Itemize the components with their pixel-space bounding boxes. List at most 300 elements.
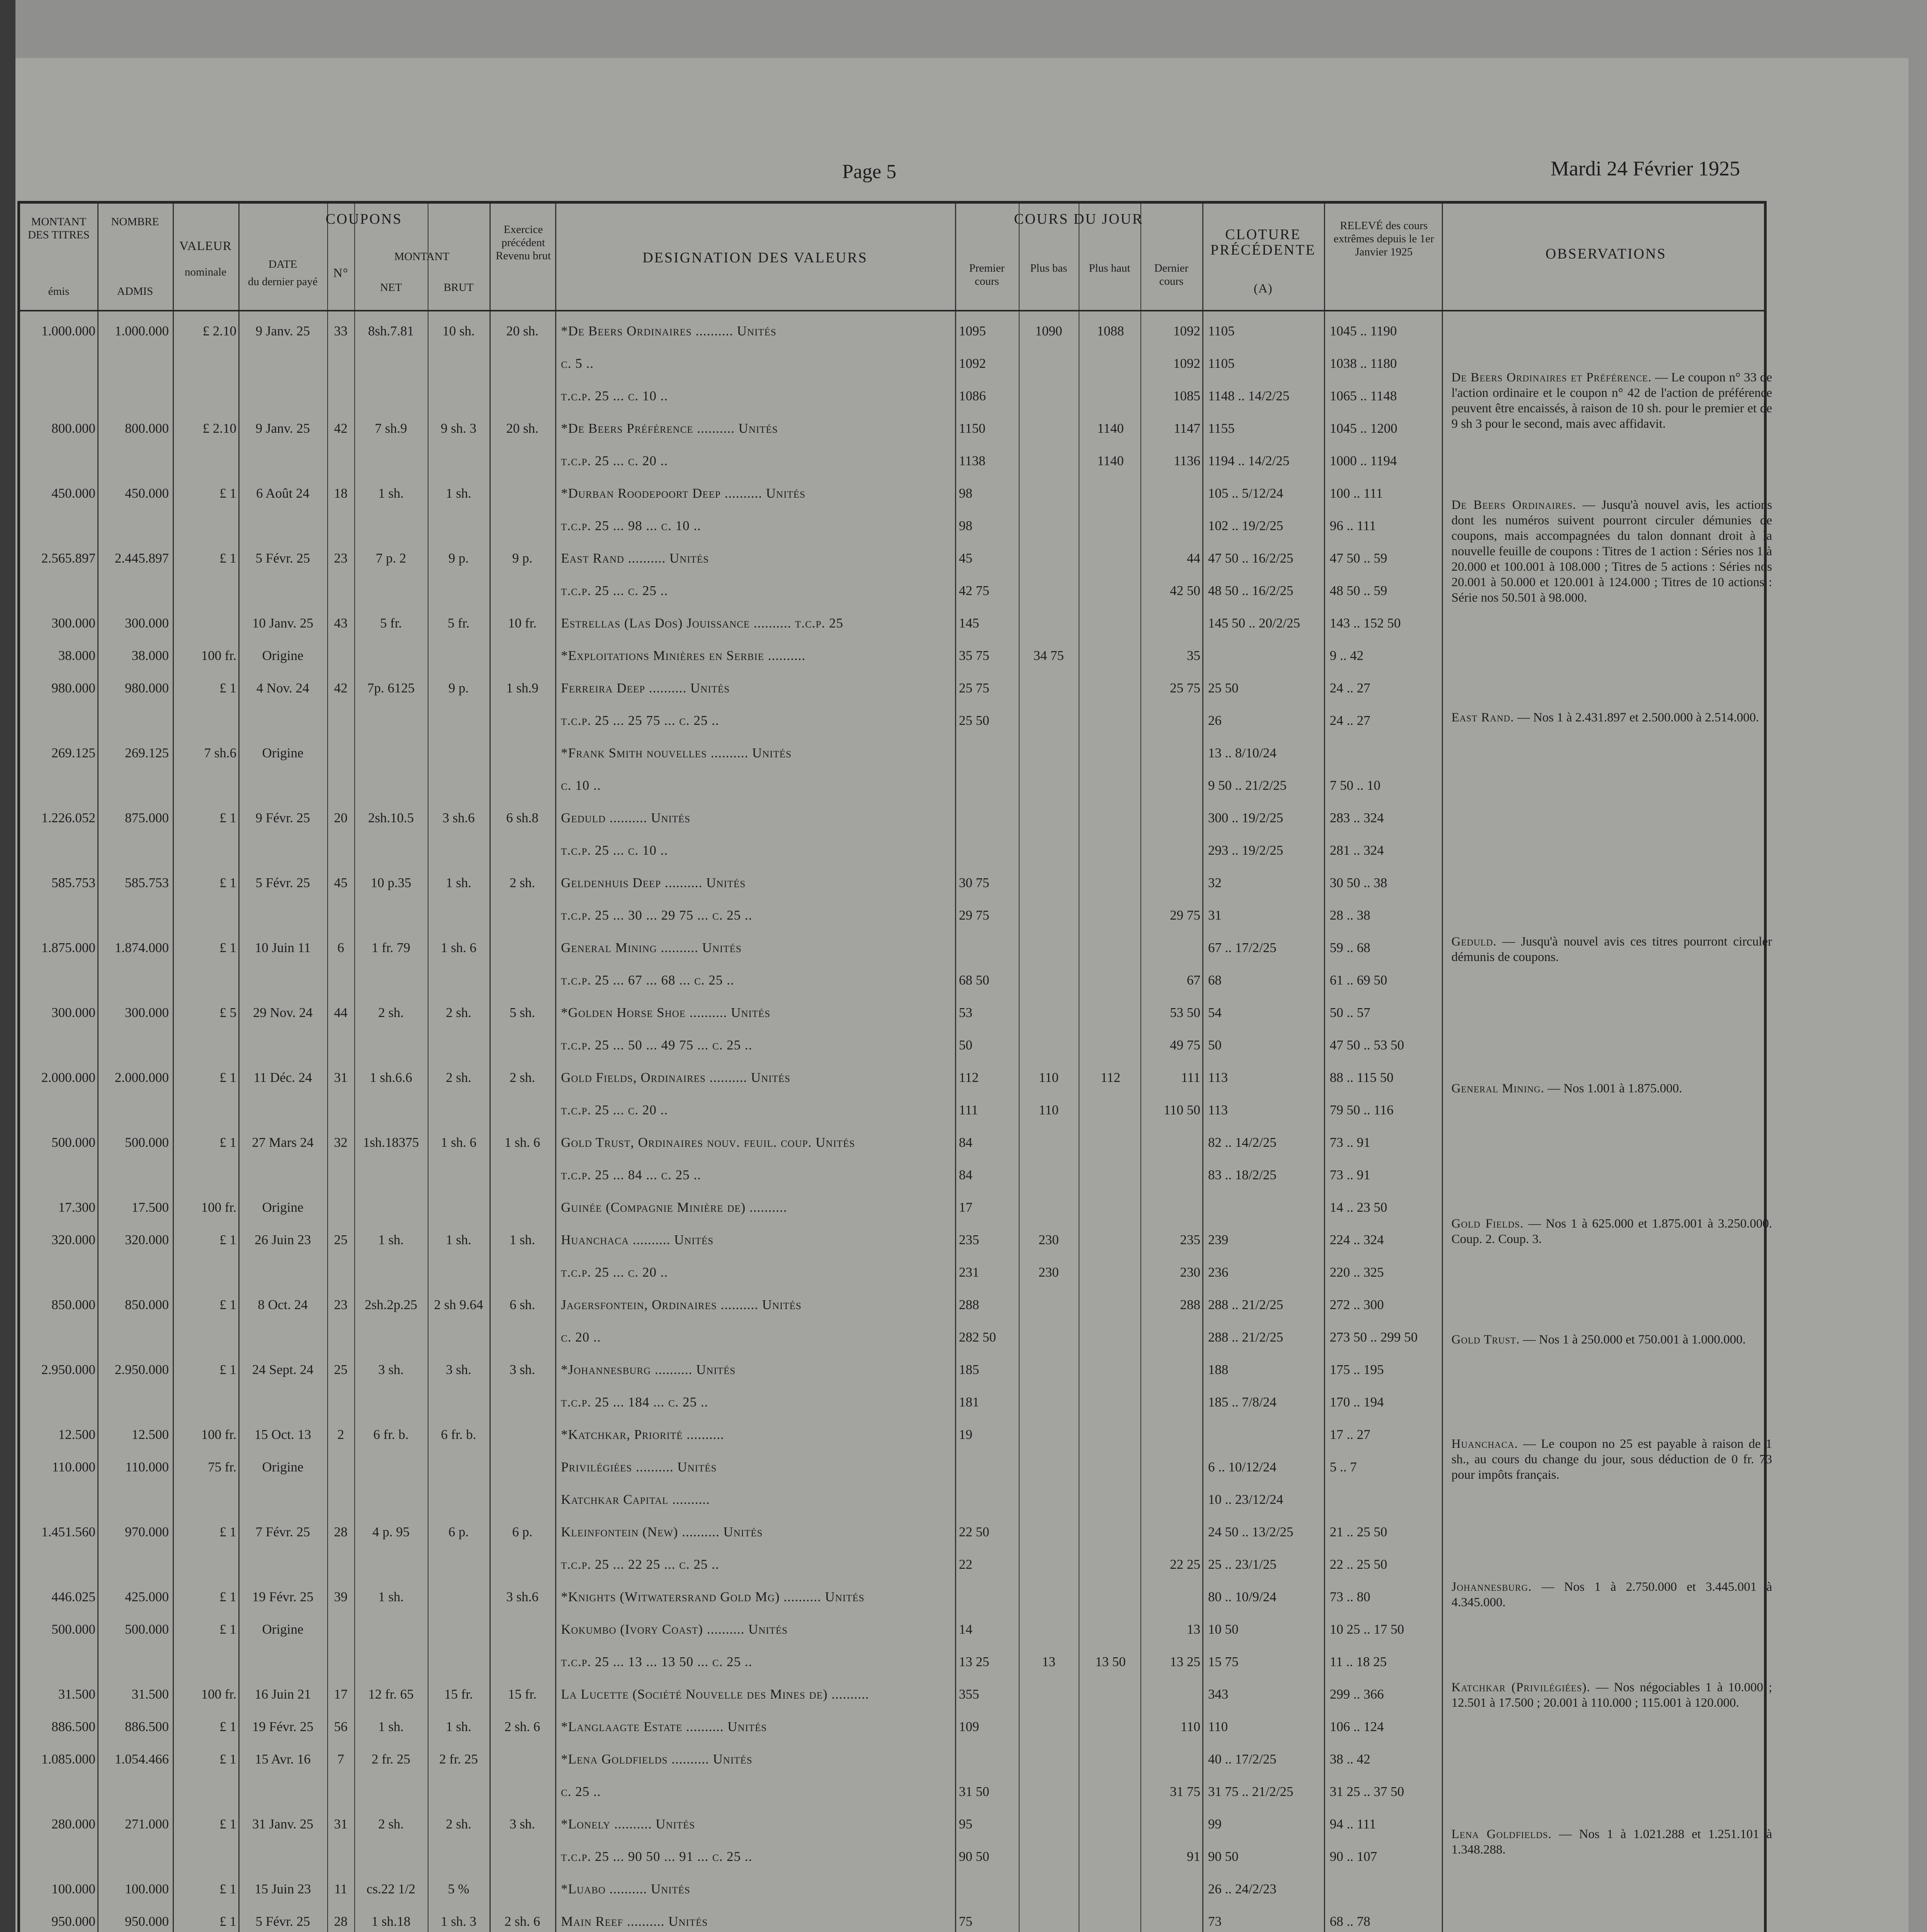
cell-emis: 1.085.000 bbox=[41, 1752, 95, 1767]
cell-designation: *Frank Smith nouvelles .......... Unités bbox=[561, 745, 792, 760]
table-row bbox=[20, 839, 1764, 862]
cell-coupon-date: 16 Juin 21 bbox=[255, 1687, 311, 1702]
cell-cloture: 9 50 .. 21/2/25 bbox=[1208, 778, 1287, 793]
cell-valeur: £ 1 bbox=[219, 1070, 236, 1085]
cell-designation: t.c.p. 25 ... c. 20 .. bbox=[561, 453, 668, 468]
cell-cloture: 31 75 .. 21/2/25 bbox=[1208, 1784, 1293, 1799]
cell-cloture: 13 .. 8/10/24 bbox=[1208, 745, 1276, 760]
cell-coupon-net: 7 sh.9 bbox=[375, 421, 407, 436]
cell-plus-bas: 230 bbox=[1038, 1232, 1059, 1247]
cell-premier-cours: 13 25 bbox=[959, 1654, 989, 1669]
observation-text: — Nos 1 à 1.021.288 et 1.251.101 à 1.348.288. bbox=[1451, 1827, 1772, 1857]
cell-admis: 100.000 bbox=[125, 1881, 169, 1896]
table-row bbox=[20, 449, 1764, 473]
cell-coupon-date: 10 Juin 11 bbox=[255, 940, 311, 955]
cell-cloture: 40 .. 17/2/25 bbox=[1208, 1752, 1276, 1767]
cell-admis: 110.000 bbox=[125, 1459, 169, 1475]
cell-admis: 875.000 bbox=[125, 810, 169, 825]
cell-emis: 800.000 bbox=[51, 421, 95, 436]
cell-coupon-date: 15 Juin 23 bbox=[255, 1881, 311, 1896]
table-row bbox=[20, 774, 1764, 797]
cell-designation: t.c.p. 25 ... 98 ... c. 10 .. bbox=[561, 518, 701, 533]
cell-admis: 31.500 bbox=[131, 1687, 169, 1702]
cell-premier-cours: 25 50 bbox=[959, 713, 989, 728]
observation-title: Lena Goldfields. bbox=[1451, 1827, 1552, 1841]
cell-valeur: £ 1 bbox=[219, 1719, 236, 1734]
cell-premier-cours: 90 50 bbox=[959, 1849, 989, 1864]
cell-cloture: 188 bbox=[1208, 1362, 1229, 1377]
cell-designation: *Lonely .......... Unités bbox=[561, 1816, 695, 1832]
cell-coupon-date: 19 Févr. 25 bbox=[252, 1719, 314, 1734]
cell-admis: 38.000 bbox=[131, 648, 169, 663]
cell-admis: 320.000 bbox=[125, 1232, 169, 1247]
observation-title: De Beers Ordinaires. bbox=[1451, 498, 1577, 512]
cell-coupon-date: 10 Janv. 25 bbox=[252, 616, 314, 631]
cell-admis: 500.000 bbox=[125, 1622, 169, 1637]
cell-cloture: 25 50 bbox=[1208, 680, 1239, 696]
cell-designation: c. 20 .. bbox=[561, 1330, 601, 1345]
cell-admis: 2.950.000 bbox=[115, 1362, 169, 1377]
cell-releve: 11 .. 18 25 bbox=[1330, 1654, 1387, 1669]
cell-coupon-net: 1 fr. 79 bbox=[371, 940, 411, 955]
header-exercice: Exercice précédent Revenu brut bbox=[496, 223, 551, 262]
observation-text: — Le coupon n° 33 de l'action ordinaire et le coupon n° 42 de l'action de préférence peuvent être encaissés, à raison de 10 sh. pour le premier et de 9 sh 3 pour le second, mais avec affidavit. bbox=[1451, 371, 1772, 431]
cell-coupon-date: 24 Sept. 24 bbox=[252, 1362, 314, 1377]
cell-plus-bas: 1090 bbox=[1035, 323, 1062, 338]
cell-releve: 170 .. 194 bbox=[1330, 1395, 1384, 1410]
cell-emis: 320.000 bbox=[51, 1232, 95, 1247]
cell-designation: *Lena Goldfields .......... Unités bbox=[561, 1752, 753, 1767]
header-brut: BRUT bbox=[444, 281, 474, 294]
cell-valeur: £ 1 bbox=[219, 486, 236, 501]
cell-valeur: 100 fr. bbox=[201, 1427, 236, 1442]
cell-plus-bas: 34 75 bbox=[1033, 648, 1064, 663]
cell-coupon-net: 1 sh. bbox=[378, 486, 404, 501]
cell-cloture: 15 75 bbox=[1208, 1654, 1239, 1669]
cell-emis: 950.000 bbox=[51, 1914, 95, 1929]
cell-coupon-brut: 6 fr. b. bbox=[441, 1427, 476, 1442]
observation-note bbox=[1451, 1332, 1772, 1347]
cell-valeur: £ 1 bbox=[219, 1135, 236, 1150]
cell-cloture: 239 bbox=[1208, 1232, 1229, 1247]
cell-releve: 100 .. 111 bbox=[1330, 486, 1383, 501]
cell-premier-cours: 22 bbox=[959, 1557, 972, 1572]
cell-premier-cours: 1086 bbox=[959, 388, 986, 403]
cell-coupon-number: 43 bbox=[334, 616, 348, 631]
cell-valeur: 7 sh.6 bbox=[204, 745, 236, 760]
cell-coupon-net: 1 sh.6.6 bbox=[370, 1070, 412, 1085]
cell-admis: 980.000 bbox=[125, 680, 169, 696]
cell-designation: Estrellas (Las Dos) Jouissance .......... t.c.p. 25 bbox=[561, 616, 843, 631]
cell-premier-cours: 1092 bbox=[959, 356, 986, 371]
cell-releve: 283 .. 324 bbox=[1330, 810, 1384, 825]
cell-revenu: 20 sh. bbox=[506, 323, 539, 338]
table-row bbox=[20, 1780, 1764, 1803]
cell-valeur: £ 1 bbox=[219, 551, 236, 566]
cell-revenu: 3 sh. bbox=[509, 1816, 535, 1832]
cell-dernier-cours: 13 bbox=[1187, 1622, 1200, 1637]
cell-releve: 22 .. 25 50 bbox=[1330, 1557, 1387, 1572]
cell-coupon-number: 28 bbox=[334, 1914, 348, 1929]
cell-valeur: £ 1 bbox=[219, 1362, 236, 1377]
cell-coupon-date: Origine bbox=[262, 1459, 304, 1475]
cell-valeur: £ 1 bbox=[219, 1752, 236, 1767]
table-row bbox=[20, 1520, 1764, 1544]
cell-dernier-cours: 288 bbox=[1180, 1297, 1200, 1312]
cell-cloture: 31 bbox=[1208, 908, 1222, 923]
cell-dernier-cours: 42 50 bbox=[1170, 583, 1200, 598]
header-cours-du-jour: COURS DU JOUR bbox=[1014, 211, 1144, 227]
cell-coupon-net: 1 sh. bbox=[378, 1232, 404, 1247]
observation-text: — Jusqu'à nouvel avis ces titres pourront circuler démunis de coupons. bbox=[1451, 935, 1772, 964]
cell-coupon-date: 5 Févr. 25 bbox=[255, 1914, 310, 1929]
cell-premier-cours: 95 bbox=[959, 1816, 972, 1832]
cell-emis: 17.300 bbox=[58, 1200, 95, 1215]
cell-coupon-number: 7 bbox=[337, 1752, 344, 1767]
cell-revenu: 2 sh. 6 bbox=[504, 1914, 540, 1929]
cell-coupon-brut: 1 sh. bbox=[445, 1232, 472, 1247]
cell-coupon-net: 6 fr. b. bbox=[373, 1427, 409, 1442]
cell-coupon-number: 32 bbox=[334, 1135, 348, 1150]
cell-coupon-date: Origine bbox=[262, 1200, 304, 1215]
cell-designation: t.c.p. 25 ... c. 10 .. bbox=[561, 388, 668, 403]
cell-emis: 2.950.000 bbox=[41, 1362, 95, 1377]
table-row bbox=[20, 1099, 1764, 1122]
cell-designation: c. 10 .. bbox=[561, 778, 601, 793]
cell-releve: 14 .. 23 50 bbox=[1330, 1200, 1387, 1215]
cell-valeur: £ 1 bbox=[219, 1816, 236, 1832]
cell-dernier-cours: 235 bbox=[1180, 1232, 1200, 1247]
cell-coupon-brut: 9 p. bbox=[448, 680, 469, 696]
cell-valeur: 100 fr. bbox=[201, 1200, 236, 1215]
cell-plus-haut: 1140 bbox=[1097, 421, 1124, 436]
observation-note bbox=[1451, 497, 1772, 605]
cell-coupon-number: 11 bbox=[334, 1881, 347, 1896]
cell-coupon-date: Origine bbox=[262, 745, 304, 760]
cell-dernier-cours: 35 bbox=[1187, 648, 1200, 663]
cell-coupon-date: 4 Nov. 24 bbox=[256, 680, 309, 696]
cell-admis: 271.000 bbox=[125, 1816, 169, 1832]
cell-plus-bas: 230 bbox=[1038, 1265, 1059, 1280]
cell-cloture: 32 bbox=[1208, 875, 1222, 890]
cell-coupon-number: 23 bbox=[334, 1297, 348, 1312]
cell-cloture: 300 .. 19/2/25 bbox=[1208, 810, 1283, 825]
cell-designation: t.c.p. 25 ... 90 50 ... 91 ... c. 25 .. bbox=[561, 1849, 753, 1864]
cell-admis: 950.000 bbox=[125, 1914, 169, 1929]
cell-emis: 500.000 bbox=[51, 1622, 95, 1637]
cell-cloture: 24 50 .. 13/2/25 bbox=[1208, 1524, 1293, 1539]
cell-valeur: £ 2.10 bbox=[202, 421, 236, 436]
cell-cloture: 99 bbox=[1208, 1816, 1222, 1832]
page-date: Mardi 24 Février 1925 bbox=[1550, 157, 1740, 180]
cell-cloture: 1148 .. 14/2/25 bbox=[1208, 388, 1290, 403]
cell-designation: Katchkar Capital .......... bbox=[561, 1492, 710, 1507]
cell-releve: 73 .. 91 bbox=[1330, 1167, 1370, 1182]
cell-designation: Kokumbo (Ivory Coast) .......... Unités bbox=[561, 1622, 788, 1637]
cell-cloture: 82 .. 14/2/25 bbox=[1208, 1135, 1276, 1150]
table-row bbox=[20, 1618, 1764, 1641]
cell-coupon-brut: 6 p. bbox=[448, 1524, 469, 1539]
cell-premier-cours: 1095 bbox=[959, 323, 986, 338]
cell-coupon-number: 20 bbox=[334, 810, 348, 825]
cell-emis: 585.753 bbox=[51, 875, 95, 890]
cell-emis: 886.500 bbox=[51, 1719, 95, 1734]
cell-admis: 970.000 bbox=[125, 1524, 169, 1539]
cell-releve: 17 .. 27 bbox=[1330, 1427, 1370, 1442]
cell-emis: 38.000 bbox=[58, 648, 95, 663]
cell-designation: *Knights (Witwatersrand Gold Mg) .......... Unités bbox=[561, 1589, 865, 1604]
cell-premier-cours: 84 bbox=[959, 1135, 972, 1150]
table-row bbox=[20, 1293, 1764, 1316]
cell-premier-cours: 35 75 bbox=[959, 648, 989, 663]
cell-emis: 446.025 bbox=[51, 1589, 95, 1604]
cell-coupon-date: 6 Août 24 bbox=[256, 486, 310, 501]
cell-premier-cours: 84 bbox=[959, 1167, 972, 1182]
cell-cloture: 26 .. 24/2/23 bbox=[1208, 1881, 1276, 1896]
header-coupons: COUPONS bbox=[325, 211, 403, 227]
cell-releve: 96 .. 111 bbox=[1330, 518, 1376, 533]
cell-coupon-brut: 1 sh. 6 bbox=[440, 940, 477, 955]
cell-premier-cours: 19 bbox=[959, 1427, 972, 1442]
cell-designation: *Luabo .......... Unités bbox=[561, 1881, 690, 1896]
cell-releve: 48 50 .. 59 bbox=[1330, 583, 1387, 598]
cell-premier-cours: 112 bbox=[959, 1070, 979, 1085]
cell-dernier-cours: 22 25 bbox=[1170, 1557, 1200, 1572]
cell-releve: 7 50 .. 10 bbox=[1330, 778, 1381, 793]
cell-releve: 24 .. 27 bbox=[1330, 680, 1370, 696]
cell-coupon-net: 2 sh. bbox=[378, 1816, 404, 1832]
cell-revenu: 5 sh. bbox=[509, 1005, 535, 1020]
cell-releve: 143 .. 152 50 bbox=[1330, 616, 1401, 631]
table-row bbox=[20, 1034, 1764, 1057]
cell-revenu: 2 sh. 6 bbox=[504, 1719, 540, 1734]
header-net: NET bbox=[380, 281, 402, 294]
cell-revenu: 10 fr. bbox=[508, 616, 537, 631]
header-cloture-a: (A) bbox=[1254, 282, 1273, 296]
cell-coupon-net: 12 fr. 65 bbox=[368, 1687, 414, 1702]
cell-designation: Gold Trust, Ordinaires nouv. feuil. coup. Unités bbox=[561, 1135, 855, 1150]
table-row bbox=[20, 904, 1764, 927]
cell-emis: 12.500 bbox=[58, 1427, 95, 1442]
cell-releve: 61 .. 69 50 bbox=[1330, 973, 1387, 988]
cell-releve: 273 50 .. 299 50 bbox=[1330, 1330, 1418, 1345]
cell-cloture: 67 .. 17/2/25 bbox=[1208, 940, 1276, 955]
cell-releve: 88 .. 115 50 bbox=[1330, 1070, 1393, 1085]
cell-valeur: 75 fr. bbox=[208, 1459, 236, 1475]
cell-coupon-date: 11 Déc. 24 bbox=[253, 1070, 312, 1085]
header-montant: MONTANT bbox=[394, 250, 450, 263]
table-row bbox=[20, 1650, 1764, 1673]
cell-coupon-date: 5 Févr. 25 bbox=[255, 551, 310, 566]
cell-coupon-net: 2 sh. bbox=[378, 1005, 404, 1020]
cell-premier-cours: 22 50 bbox=[959, 1524, 989, 1539]
cell-plus-haut: 1088 bbox=[1097, 323, 1124, 338]
cell-valeur: £ 1 bbox=[219, 1881, 236, 1896]
cell-coupon-net: 1 sh. bbox=[378, 1719, 404, 1734]
cell-emis: 110.000 bbox=[52, 1459, 95, 1475]
header-numero: N° bbox=[333, 266, 348, 280]
cell-releve: 1000 .. 1194 bbox=[1330, 453, 1397, 468]
observation-note bbox=[1451, 370, 1772, 432]
cell-coupon-number: 28 bbox=[334, 1524, 348, 1539]
cell-emis: 280.000 bbox=[51, 1816, 95, 1832]
cell-designation: *De Beers Ordinaires .......... Unités bbox=[561, 323, 777, 338]
cell-revenu: 3 sh. bbox=[509, 1362, 535, 1377]
cell-cloture: 288 .. 21/2/25 bbox=[1208, 1297, 1283, 1312]
cell-admis: 425.000 bbox=[125, 1589, 169, 1604]
header-observations: OBSERVATIONS bbox=[1545, 246, 1667, 262]
cell-plus-bas: 13 bbox=[1042, 1654, 1055, 1669]
cell-designation: t.c.p. 25 ... 13 ... 13 50 ... c. 25 .. bbox=[561, 1654, 753, 1669]
cell-admis: 850.000 bbox=[125, 1297, 169, 1312]
cell-coupon-brut: 9 p. bbox=[448, 551, 469, 566]
cell-coupon-net: 10 p.35 bbox=[370, 875, 411, 890]
cell-admis: 2.000.000 bbox=[115, 1070, 169, 1085]
cell-cloture: 105 .. 5/12/24 bbox=[1208, 486, 1283, 501]
cell-releve: 5 .. 7 bbox=[1330, 1459, 1357, 1475]
header-dernier-paye: du dernier payé bbox=[248, 276, 318, 288]
cell-coupon-date: 19 Févr. 25 bbox=[252, 1589, 314, 1604]
header-dernier-cours: Dernier cours bbox=[1154, 262, 1189, 287]
cell-coupon-number: 18 bbox=[334, 486, 348, 501]
cell-coupon-brut: 1 sh. bbox=[445, 486, 472, 501]
cell-coupon-brut: 2 fr. 25 bbox=[439, 1752, 478, 1767]
cell-emis: 1.451.560 bbox=[41, 1524, 95, 1539]
cell-designation: t.c.p. 25 ... 25 75 ... c. 25 .. bbox=[561, 713, 719, 728]
cell-dernier-cours: 1092 bbox=[1173, 356, 1200, 371]
cell-dernier-cours: 44 bbox=[1187, 551, 1200, 566]
cell-coupon-number: 31 bbox=[334, 1816, 348, 1832]
cell-releve: 68 .. 78 bbox=[1330, 1914, 1370, 1929]
observation-title: Gold Trust. bbox=[1451, 1333, 1520, 1347]
cell-premier-cours: 30 75 bbox=[959, 875, 989, 890]
cell-cloture: 288 .. 21/2/25 bbox=[1208, 1330, 1283, 1345]
cell-dernier-cours: 49 75 bbox=[1170, 1037, 1200, 1053]
table-row bbox=[20, 320, 1764, 343]
cell-coupon-brut: 2 sh 9.64 bbox=[434, 1297, 483, 1312]
observation-title: Gold Fields. bbox=[1451, 1217, 1524, 1231]
cell-releve: 31 25 .. 37 50 bbox=[1330, 1784, 1404, 1799]
cell-designation: t.c.p. 25 ... c. 10 .. bbox=[561, 843, 668, 858]
cell-coupon-brut: 3 sh.6 bbox=[442, 810, 475, 825]
cell-plus-haut: 13 50 bbox=[1095, 1654, 1126, 1669]
cell-cloture: 1194 .. 14/2/25 bbox=[1208, 453, 1290, 468]
cell-emis: 300.000 bbox=[51, 1005, 95, 1020]
cell-cloture: 25 .. 23/1/25 bbox=[1208, 1557, 1276, 1572]
cell-admis: 1.054.466 bbox=[115, 1752, 169, 1767]
cell-coupon-date: 15 Oct. 13 bbox=[254, 1427, 311, 1442]
observation-text: — Nos 1 à 250.000 et 750.001 à 1.000.000. bbox=[1523, 1333, 1746, 1347]
quotation-table bbox=[17, 201, 1772, 1932]
cell-releve: 50 .. 57 bbox=[1330, 1005, 1370, 1020]
cell-coupon-net: 8sh.7.81 bbox=[368, 323, 414, 338]
cell-premier-cours: 75 bbox=[959, 1914, 972, 1929]
cell-premier-cours: 25 75 bbox=[959, 680, 989, 696]
cell-coupon-net: 5 fr. bbox=[380, 616, 402, 631]
cell-cloture: 47 50 .. 16/2/25 bbox=[1208, 551, 1293, 566]
cell-releve: 1065 .. 1148 bbox=[1330, 388, 1397, 403]
cell-emis: 1.000.000 bbox=[41, 323, 95, 338]
table-row bbox=[20, 871, 1764, 895]
cell-coupon-number: 39 bbox=[334, 1589, 348, 1604]
cell-valeur: £ 1 bbox=[219, 875, 236, 890]
cell-coupon-brut: 3 sh. bbox=[445, 1362, 472, 1377]
cell-cloture: 83 .. 18/2/25 bbox=[1208, 1167, 1276, 1182]
table-row bbox=[20, 1131, 1764, 1154]
cell-valeur: £ 5 bbox=[219, 1005, 236, 1020]
cell-dernier-cours: 31 75 bbox=[1170, 1784, 1200, 1799]
table-row bbox=[20, 742, 1764, 765]
cell-releve: 59 .. 68 bbox=[1330, 940, 1370, 955]
cell-designation: t.c.p. 25 ... c. 20 .. bbox=[561, 1265, 668, 1280]
cell-designation: t.c.p. 25 ... c. 25 .. bbox=[561, 583, 668, 598]
header-emis: émis bbox=[48, 285, 70, 298]
cell-designation: *Langlaagte Estate .......... Unités bbox=[561, 1719, 767, 1734]
cell-releve: 73 .. 91 bbox=[1330, 1135, 1370, 1150]
cell-dernier-cours: 111 bbox=[1181, 1070, 1200, 1085]
cell-valeur: £ 1 bbox=[219, 1622, 236, 1637]
cell-revenu: 6 sh.8 bbox=[506, 810, 539, 825]
cell-premier-cours: 185 bbox=[959, 1362, 979, 1377]
cell-coupon-date: 5 Févr. 25 bbox=[255, 875, 310, 890]
cell-plus-haut: 1140 bbox=[1097, 453, 1124, 468]
observation-note bbox=[1451, 1579, 1772, 1610]
cell-dernier-cours: 67 bbox=[1187, 973, 1200, 988]
cell-cloture: 48 50 .. 16/2/25 bbox=[1208, 583, 1293, 598]
cell-emis: 500.000 bbox=[51, 1135, 95, 1150]
cell-designation: *Durban Roodepoort Deep .......... Unités bbox=[561, 486, 805, 501]
cell-coupon-number: 56 bbox=[334, 1719, 348, 1734]
cell-revenu: 9 p. bbox=[512, 551, 533, 566]
table-row bbox=[20, 677, 1764, 700]
header-montant-titres: MONTANT DES TITRES bbox=[28, 216, 90, 241]
cell-coupon-number: 25 bbox=[334, 1362, 348, 1377]
cell-coupon-date: 15 Avr. 16 bbox=[255, 1752, 311, 1767]
cell-premier-cours: 109 bbox=[959, 1719, 979, 1734]
cell-releve: 1045 .. 1190 bbox=[1330, 323, 1397, 338]
cell-releve: 10 25 .. 17 50 bbox=[1330, 1622, 1404, 1637]
cell-releve: 9 .. 42 bbox=[1330, 648, 1364, 663]
cell-releve: 24 .. 27 bbox=[1330, 713, 1370, 728]
cell-designation: Main Reef .......... Unités bbox=[561, 1914, 708, 1929]
cell-coupon-brut: 2 sh. bbox=[445, 1005, 472, 1020]
cell-plus-haut: 112 bbox=[1100, 1070, 1121, 1085]
cell-releve: 79 50 .. 116 bbox=[1330, 1102, 1393, 1117]
observation-text: — Nos négociables 1 à 10.000 ; 12.501 à 17.500 ; 20.001 à 110.000 ; 115.001 à 120.000. bbox=[1451, 1680, 1772, 1710]
table-row bbox=[20, 1358, 1764, 1381]
cell-premier-cours: 288 bbox=[959, 1297, 979, 1312]
cell-releve: 47 50 .. 53 50 bbox=[1330, 1037, 1404, 1053]
cell-revenu: 3 sh.6 bbox=[506, 1589, 539, 1604]
header-premier-cours: Premier cours bbox=[969, 262, 1005, 287]
cell-premier-cours: 355 bbox=[959, 1687, 979, 1702]
page-number: Page 5 bbox=[842, 161, 897, 183]
cell-plus-bas: 110 bbox=[1038, 1102, 1059, 1117]
cell-cloture: 1105 bbox=[1208, 323, 1235, 338]
cell-premier-cours: 231 bbox=[959, 1265, 979, 1280]
observation-note bbox=[1451, 1081, 1772, 1096]
cell-designation: *Golden Horse Shoe .......... Unités bbox=[561, 1005, 771, 1020]
cell-releve: 281 .. 324 bbox=[1330, 843, 1384, 858]
observation-note bbox=[1451, 710, 1772, 725]
cell-valeur: £ 1 bbox=[219, 680, 236, 696]
cell-coupon-date: 9 Janv. 25 bbox=[255, 421, 310, 436]
cell-premier-cours: 17 bbox=[959, 1200, 972, 1215]
observation-note bbox=[1451, 1436, 1772, 1483]
cell-premier-cours: 235 bbox=[959, 1232, 979, 1247]
cell-premier-cours: 45 bbox=[959, 551, 972, 566]
cell-coupon-net: 3 sh. bbox=[378, 1362, 404, 1377]
